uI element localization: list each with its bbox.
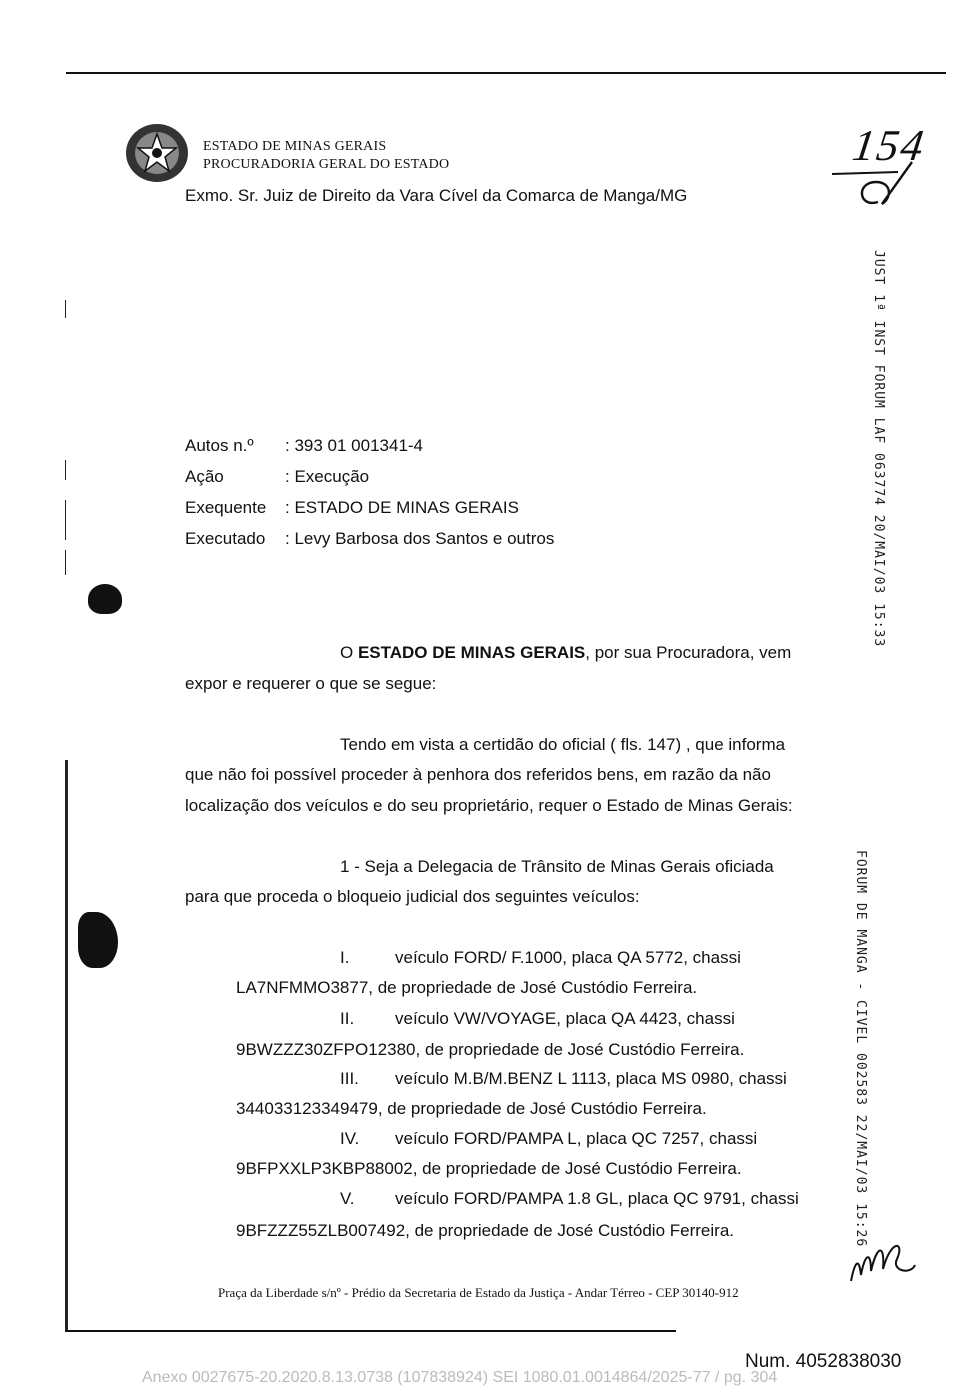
- executado-label: Executado: [185, 529, 266, 548]
- protocol-stamp-bottom: FORUM DE MANGA - CIVEL 002583 22/MAI/03 15:26: [853, 850, 868, 1248]
- executado-value: : Levy Barbosa dos Santos e outros: [285, 529, 555, 548]
- vehicle-owner-line: 9BFZZZ55ZLB007492, de propriedade de José Custódio Ferreira.: [236, 1221, 734, 1240]
- footer-address: Praça da Liberdade s/nº - Prédio da Secretaria de Estado da Justiça - Andar Térreo - CEP 30140-912: [218, 1285, 739, 1300]
- para3-line2: para que proceda o bloqueio judicial dos seguintes veículos:: [185, 887, 640, 906]
- margin-mark: [65, 460, 66, 480]
- vehicle-item: [340, 1189, 826, 1209]
- exequente-label: Exequente: [185, 498, 267, 517]
- document-number: Num. 4052838030: [745, 1351, 902, 1372]
- margin-mark: [65, 550, 66, 575]
- vehicle-number: IV.: [340, 1129, 360, 1148]
- vehicle-number: V.: [340, 1189, 355, 1208]
- case-acao-row: [185, 461, 554, 492]
- acao-value: : Execução: [285, 467, 370, 486]
- protocol-stamp-top: JUST 1ª INST FORUM LAF 063774 20/MAI/03 15:33: [871, 250, 886, 648]
- vehicle-item: [340, 1069, 826, 1089]
- vehicle-owner-line: 9BWZZZ30ZFPO12380, de propriedade de José Custódio Ferreira.: [236, 1040, 745, 1059]
- exequente-value: : ESTADO DE MINAS GERAIS: [285, 498, 519, 517]
- case-exequente-row: [185, 492, 554, 523]
- para1-bold: ESTADO DE MINAS GERAIS: [357, 643, 586, 662]
- vehicle-number: III.: [340, 1069, 359, 1088]
- signature-scribble: [845, 1235, 920, 1290]
- vehicle-number: I.: [340, 948, 350, 967]
- handwritten-page-number: [828, 118, 938, 213]
- top-rule: [66, 72, 946, 74]
- letterhead-state: ESTADO DE MINAS GERAIS: [203, 139, 387, 154]
- vehicle-owner-line: 9BFPXXLP3KBP88002, de propriedade de José Custódio Ferreira.: [236, 1159, 742, 1178]
- page-number-text: 154: [849, 121, 929, 170]
- para2-line2: que não foi possível proceder à penhora dos referidos bens, em razão da não: [185, 765, 771, 784]
- vehicle-description: veículo M.B/M.BENZ L 1113, placa MS 0980, chassi: [395, 1069, 787, 1088]
- vehicle-description: veículo FORD/ F.1000, placa QA 5772, chassi: [395, 948, 741, 967]
- vehicle-item: [340, 948, 826, 968]
- autos-value: : 393 01 001341-4: [285, 436, 424, 455]
- vehicle-item: [340, 1129, 826, 1149]
- para1-rest: , por sua Procuradora, vem: [585, 643, 792, 662]
- vehicle-description: veículo FORD/PAMPA 1.8 GL, placa QC 9791, chassi: [395, 1189, 799, 1208]
- vehicle-item: [340, 1009, 826, 1029]
- vehicle-description: veículo FORD/PAMPA L, placa QC 7257, chassi: [395, 1129, 758, 1148]
- para2-line1: Tendo em vista a certidão do oficial ( fls. 147) , que informa: [340, 735, 786, 754]
- vehicle-owner-line: 344033123349479, de propriedade de José Custódio Ferreira.: [236, 1099, 707, 1118]
- addressee: Exmo. Sr. Juiz de Direito da Vara Cível da Comarca de Manga/MG: [185, 186, 688, 205]
- ink-blot: [88, 584, 122, 614]
- para1-line1: [340, 643, 826, 663]
- acao-label: Ação: [185, 467, 224, 486]
- vehicle-description: veículo VW/VOYAGE, placa QA 4423, chassi: [395, 1009, 735, 1028]
- margin-mark: [65, 300, 66, 318]
- margin-mark: [65, 500, 66, 540]
- case-executado-row: [185, 523, 554, 554]
- vehicle-number: II.: [340, 1009, 355, 1028]
- binding-edge-blot: [78, 912, 118, 968]
- letterhead: [203, 138, 449, 174]
- anexo-reference: Anexo 0027675-20.2020.8.13.0738 (107838924) SEI 1080.01.0014864/2025-77 / pg. 304: [142, 1369, 778, 1386]
- case-info: [185, 430, 554, 554]
- letterhead-office: PROCURADORIA GERAL DO ESTADO: [203, 157, 450, 172]
- vehicle-owner-line: LA7NFMMO3877, de propriedade de José Custódio Ferreira.: [236, 978, 698, 997]
- para1-lead: O: [340, 643, 358, 662]
- coat-of-arms-icon: [124, 122, 190, 184]
- bottom-rule: [66, 1330, 676, 1332]
- case-autos-row: [185, 430, 554, 461]
- binding-edge-line: [65, 760, 68, 1332]
- para1-line2: expor e requerer o que se segue:: [185, 674, 437, 693]
- para3-line1: 1 - Seja a Delegacia de Trânsito de Minas Gerais oficiada: [340, 857, 774, 876]
- autos-label: Autos n.º: [185, 436, 254, 455]
- para2-line3: localização dos veículos e do seu proprietário, requer o Estado de Minas Gerais:: [185, 796, 793, 815]
